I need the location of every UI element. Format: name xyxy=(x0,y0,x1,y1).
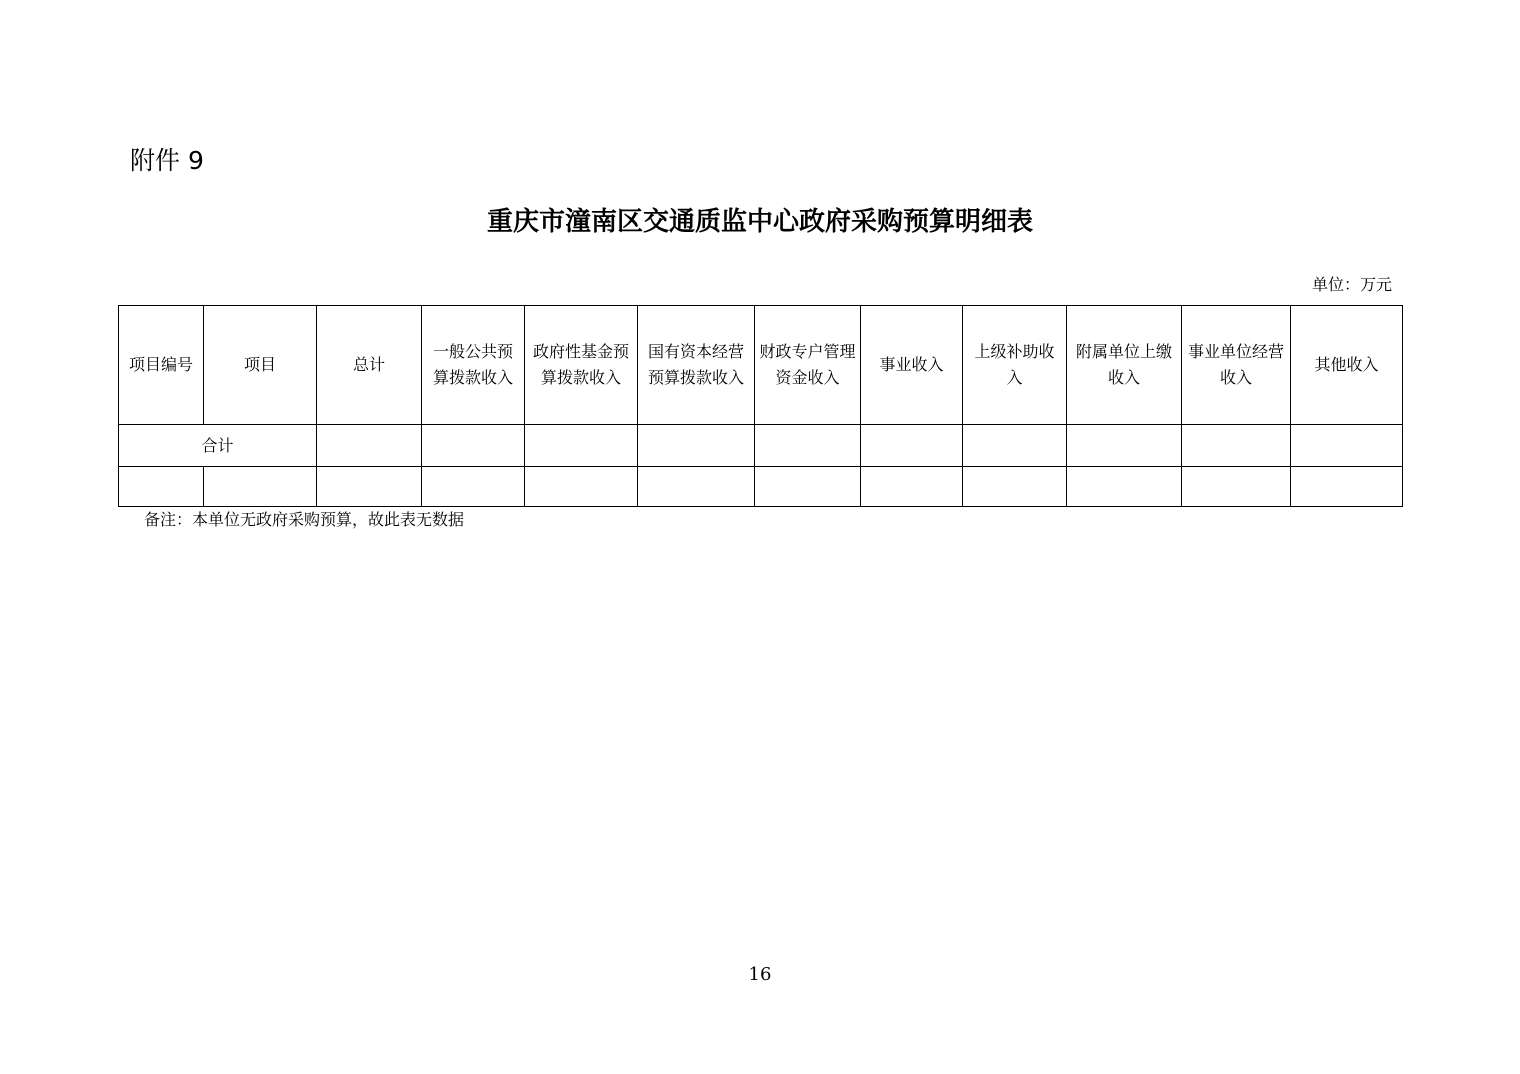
header-business-income: 事业收入 xyxy=(861,306,963,425)
unit-label: 单位：万元 xyxy=(1311,275,1392,294)
table-cell xyxy=(119,467,204,507)
total-label: 合计 xyxy=(119,425,317,467)
table-cell xyxy=(638,467,755,507)
page-title: 重庆市潼南区交通质监中心政府采购预算明细表 xyxy=(486,207,1033,237)
table-cell xyxy=(525,467,638,507)
header-general-budget: 一般公共预算拨款收入 xyxy=(422,306,525,425)
table-cell xyxy=(1291,467,1403,507)
table-cell xyxy=(422,425,525,467)
table-cell xyxy=(317,425,422,467)
table-cell xyxy=(861,467,963,507)
header-operating-income: 事业单位经营收入 xyxy=(1182,306,1291,425)
table-total-row xyxy=(119,425,1403,467)
header-special-account: 财政专户管理资金收入 xyxy=(755,306,861,425)
table-cell xyxy=(1182,467,1291,507)
header-state-capital-budget: 国有资本经营预算拨款收入 xyxy=(638,306,755,425)
table-cell xyxy=(1067,467,1182,507)
table-cell xyxy=(963,425,1067,467)
attachment-label: 附件 9 xyxy=(130,146,204,175)
table-cell xyxy=(1182,425,1291,467)
header-affiliate-income: 附属单位上缴收入 xyxy=(1067,306,1182,425)
table-cell xyxy=(963,467,1067,507)
header-total: 总计 xyxy=(317,306,422,425)
header-fund-budget: 政府性基金预算拨款收入 xyxy=(525,306,638,425)
table-cell xyxy=(755,467,861,507)
table-cell xyxy=(638,425,755,467)
table-cell xyxy=(422,467,525,507)
footnote: 备注：本单位无政府采购预算，故此表无数据 xyxy=(144,510,465,529)
budget-table xyxy=(118,305,1403,507)
header-project: 项目 xyxy=(204,306,317,425)
table-cell xyxy=(1291,425,1403,467)
table-header-row xyxy=(119,306,1403,425)
header-other-income: 其他收入 xyxy=(1291,306,1403,425)
header-project-code: 项目编号 xyxy=(119,306,204,425)
table-cell xyxy=(317,467,422,507)
table-cell xyxy=(525,425,638,467)
table-cell xyxy=(755,425,861,467)
table-row xyxy=(119,467,1403,507)
table-cell xyxy=(1067,425,1182,467)
table-cell xyxy=(204,467,317,507)
page-number: 16 xyxy=(748,964,772,985)
header-superior-subsidy: 上级补助收入 xyxy=(963,306,1067,425)
table-cell xyxy=(861,425,963,467)
